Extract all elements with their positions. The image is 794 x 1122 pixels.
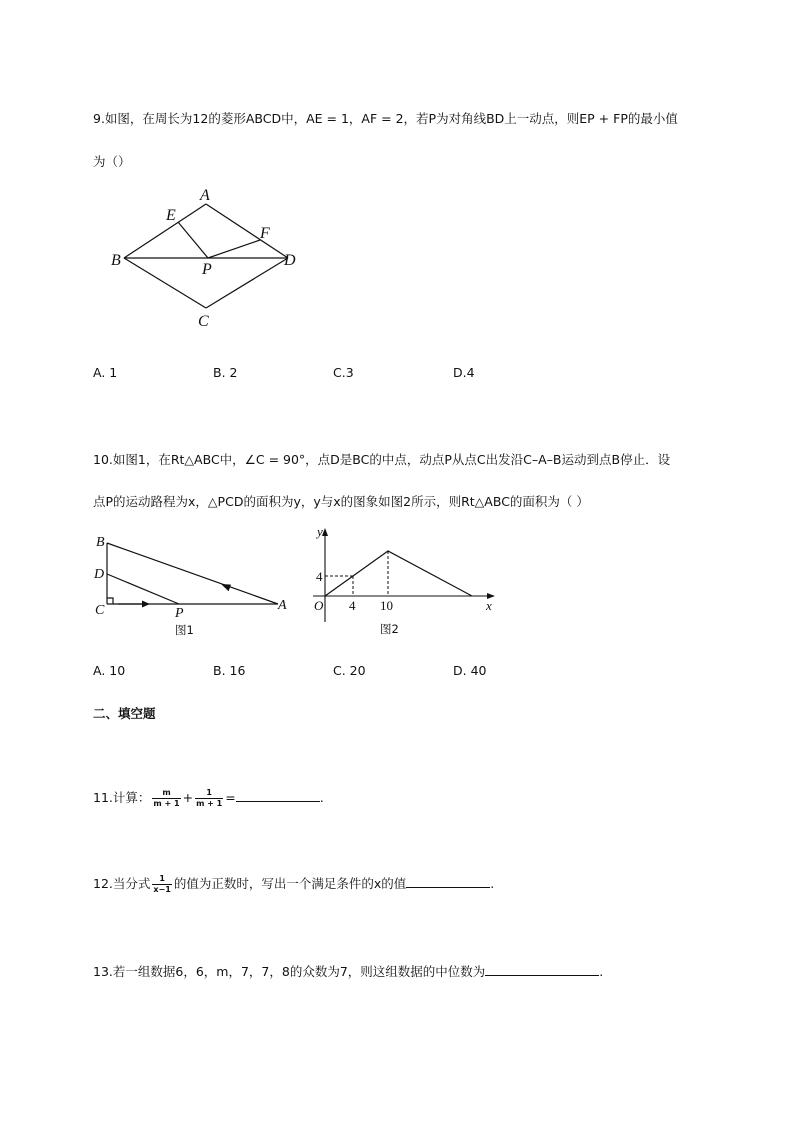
q13-end: . (599, 964, 604, 979)
q9-line1: 9.如图，在周长为12的菱形ABCD中，AE = 1，AF = 2，若P为对角线BD上一动点，则EP + FP的最小值 (93, 111, 678, 126)
label-a: A (200, 187, 210, 204)
q10-option-b[interactable]: B. 16 (213, 663, 246, 678)
label-x: x (486, 598, 492, 613)
tick-y-4: 4 (316, 569, 323, 584)
q10-option-a[interactable]: A. 10 (93, 663, 126, 678)
q11-fraction-1: $\frac{m}{m + 1}$ (153, 788, 180, 808)
label-b: B (111, 252, 121, 269)
q11-line (93, 788, 324, 809)
q9-rhombus-figure (100, 180, 320, 340)
q10-fig2-graph (305, 520, 505, 640)
y-axis-arrowhead (322, 528, 328, 536)
segment-fp (208, 240, 260, 258)
q13-answer-blank[interactable] (485, 964, 599, 976)
q9-option-a[interactable]: A. 1 (93, 365, 118, 380)
label-c: C (198, 313, 209, 330)
q12-prefix: 12.当分式 (93, 876, 151, 891)
q11-end: . (319, 790, 324, 805)
label-d: D (94, 567, 105, 582)
q9-option-c[interactable]: C.3 (333, 365, 354, 380)
fig2-caption: 图2 (380, 622, 399, 636)
graph-line (325, 551, 472, 596)
q10-line2: 点P的运动路程为x，△PCD的面积为y，y与x的图象如图2所示，则Rt△ABC的面积为（ ） (93, 494, 589, 509)
arrowhead-ab (221, 584, 231, 591)
label-c: C (95, 603, 105, 618)
segment-ep (178, 222, 208, 258)
label-p: P (175, 606, 184, 621)
q10-line1: 10.如图1，在Rt△ABC中，∠C = 90°，点D是BC的中点，动点P从点C出发沿C–A–B运动到点B停止．设 (93, 452, 671, 467)
q9-option-d[interactable]: D.4 (453, 365, 475, 380)
q11-equals: = (225, 790, 236, 805)
q10-fig1-triangle (90, 528, 300, 640)
edge-ad (206, 204, 288, 258)
tick-x-10: 10 (380, 598, 393, 613)
edge-ab (107, 543, 278, 604)
q13-line (93, 962, 603, 980)
fig1-caption: 图1 (175, 623, 194, 637)
q11-prefix: 11.计算： (93, 790, 151, 805)
section-fill-in-blank-heading: 二、填空题 (93, 706, 156, 721)
label-a: A (278, 598, 287, 613)
label-b: B (96, 535, 105, 550)
q9-option-b[interactable]: B. 2 (213, 365, 238, 380)
edge-cd (206, 258, 288, 308)
q9-line2: 为（） (93, 154, 131, 169)
q13-text: 13.若一组数据6，6，m，7，7，8的众数为7，则这组数据的中位数为 (93, 964, 486, 979)
label-origin: O (314, 598, 324, 613)
q10-option-d[interactable]: D. 40 (453, 663, 487, 678)
label-e: E (166, 207, 176, 224)
label-d: D (284, 252, 296, 269)
q11-fraction-2: $\frac{1}{m + 1}$ (196, 788, 223, 808)
q12-answer-blank[interactable] (406, 876, 490, 888)
label-f: F (260, 225, 270, 242)
label-p: P (202, 261, 212, 278)
q11-plus: + (182, 790, 194, 805)
q12-end: . (490, 876, 495, 891)
q10-option-c[interactable]: C. 20 (333, 663, 366, 678)
right-angle-mark (107, 598, 113, 604)
tick-x-4: 4 (349, 598, 356, 613)
q12-fraction: $\frac{1}{x-1}$ (153, 874, 171, 894)
segment-dp (107, 574, 179, 604)
label-y: y (317, 524, 323, 539)
q12-line (93, 874, 494, 895)
edge-ab (124, 204, 206, 258)
arrowhead-ca (142, 601, 150, 608)
q12-middle: 的值为正数时，写出一个满足条件的x的值 (173, 876, 407, 891)
edge-bc (124, 258, 206, 308)
q11-answer-blank[interactable] (236, 790, 320, 802)
